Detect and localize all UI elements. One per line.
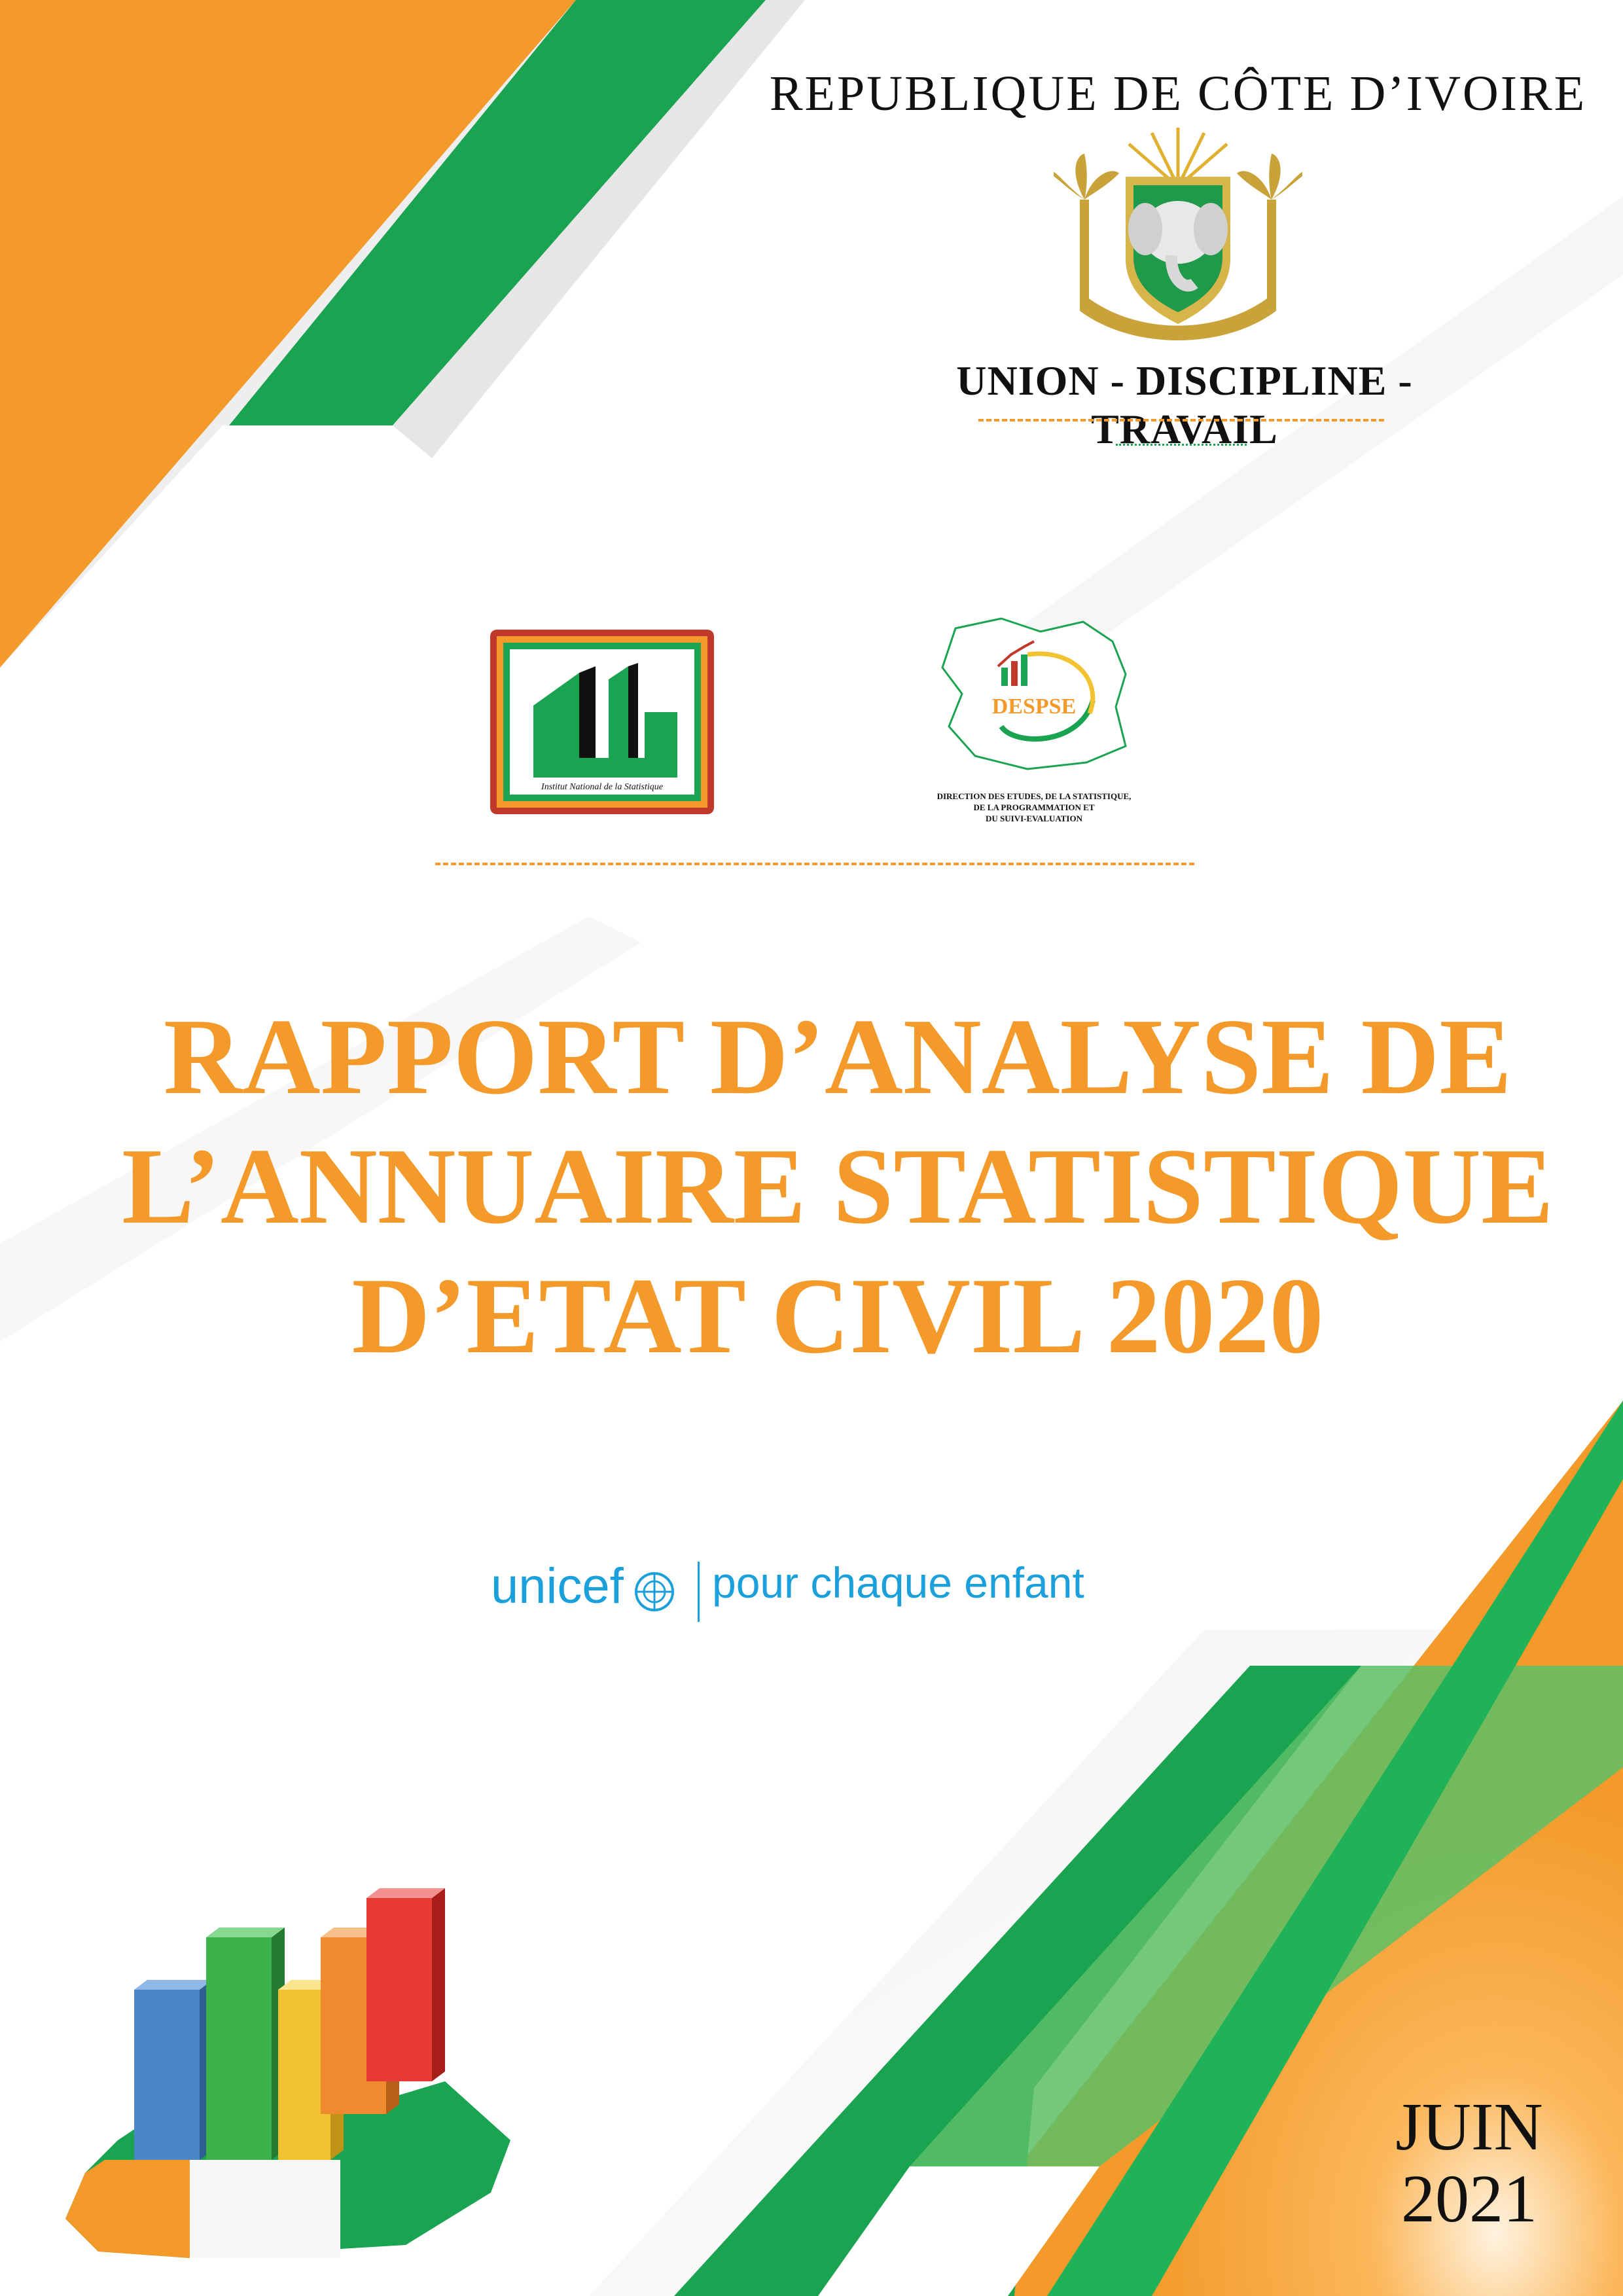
despse-caption: DIRECTION DES ETUDES, DE LA STATISTIQUE, DE LA PROGRAMMATION ET DU SUIVI-EVALUATION: [936, 791, 1132, 823]
unicef-separator: [698, 1562, 700, 1622]
title-line-2: L’ANNUAIRE STATISTIQUE: [122, 1126, 1554, 1246]
publication-year: 2021: [1401, 2161, 1537, 2236]
divider: [1116, 444, 1247, 446]
unicef-tagline: pour chaque enfant: [712, 1558, 1084, 1607]
divider: [978, 419, 1384, 422]
unicef-wordmark: unicef: [491, 1558, 624, 1614]
ins-logo-icon: [488, 627, 717, 817]
bar-chart-map-icon: [39, 1865, 550, 2258]
unicef-logo: [491, 1558, 1145, 1623]
publication-month: JUIN: [1395, 2089, 1543, 2164]
title-line-1: RAPPORT D’ANALYSE DE: [163, 996, 1512, 1117]
divider: [435, 863, 1194, 865]
national-motto: UNION - DISCIPLINE -TRAVAIL: [956, 357, 1413, 452]
unicef-globe-icon: [633, 1571, 675, 1613]
country-name: REPUBLIQUE DE CÔTE D’IVOIRE: [769, 66, 1587, 121]
despse-logo-icon: [929, 615, 1139, 776]
report-title: [52, 992, 1623, 1380]
ins-caption: Institut National de la Statistique: [541, 782, 663, 792]
publication-date: [1361, 2091, 1577, 2235]
elephant-shield-coat-of-arms-icon: [1054, 128, 1302, 350]
title-line-3: D’ETAT CIVIL 2020: [351, 1255, 1324, 1376]
despse-name: DESPSE: [991, 694, 1077, 719]
